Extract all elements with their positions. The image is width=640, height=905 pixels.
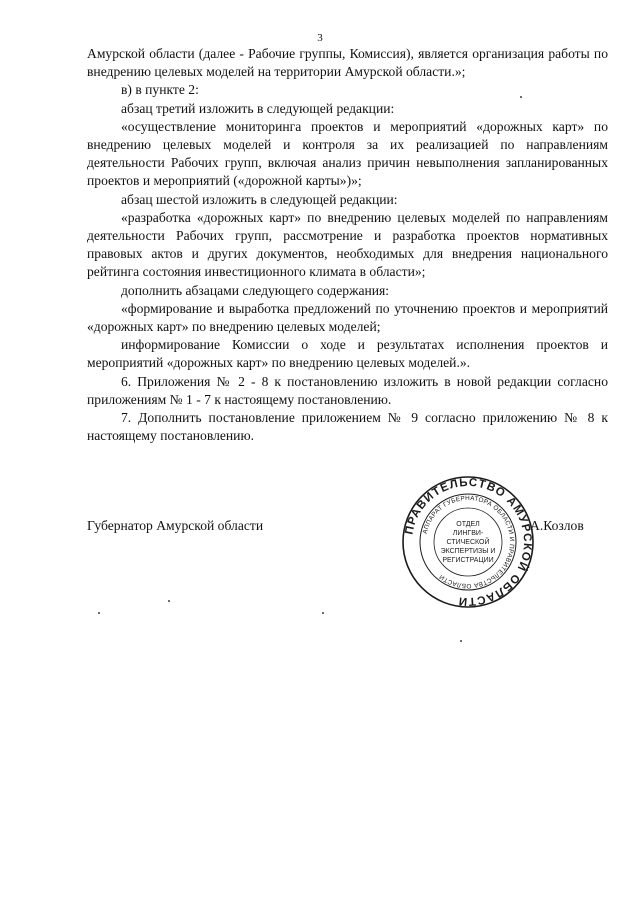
stamp-outer-text: ПРАВИТЕЛЬСТВО АМУРСКОЙ ОБЛАСТИ [403,476,534,608]
signer-title: Губернатор Амурской области [87,518,264,533]
document-body [87,45,608,445]
paragraph-continuation: Амурской области (далее - Рабочие группы, Комиссия), является организация работы по внедрению целевых моделей на территории Амурской области.»; [87,46,608,80]
stamp-seal-icon [400,474,536,610]
paragraph-abzac-sixth: абзац шестой изложить в следующей редакции: [121,191,398,207]
paragraph-item-6: 6. Приложения № 2 - 8 к постановлению изложить в новой редакции согласно приложениям № 1 - 7 к настоящему постановлению. [87,373,608,407]
paragraph-abzac-third: абзац третий изложить в следующей редакции: [121,100,395,116]
stamp-center-line-2: ЛИНГВИ- [452,530,484,537]
page-number: 3 [317,32,323,44]
stamp-inner-text: АППАРАТ ГУБЕРНАТОРА ОБЛАСТИ И ПРАВИТЕЛЬСТВА ОБЛАСТИ [421,494,516,590]
signer-name: А.Козлов [530,518,584,533]
paragraph-roadmap-development: «разработка «дорожных карт» по внедрению целевых моделей по направлениям деятельности Рабочих групп, рассмотрение и разработка проектов нормативных правовых актов и других документов, необходимых для внедрения национального рейтинга состояния инвестиционного климата в области»; [87,209,608,280]
paragraph-forming-proposals: «формирование и выработка предложений по уточнению проектов и мероприятий «дорожных карт» по внедрению целевых моделей; [87,300,608,335]
paragraph-supplement: дополнить абзацами следующего содержания: [121,282,390,298]
stamp-center-line-4: ЭКСПЕРТИЗЫ И [440,548,496,555]
stamp-center-line-5: РЕГИСТРАЦИИ [442,557,494,564]
paragraph-monitoring: «осуществление мониторинга проектов и мероприятий «дорожных карт» по внедрению целевых моделей и контроля за их реализацией по направлениям деятельности Рабочих групп, включая анализ причин невыполнения запланированных проектов и мероприятий («дорожной карты»)»; [87,118,608,189]
paragraph-subitem-v: в) в пункте 2: [121,82,199,98]
stamp-center-line-3: СТИЧЕСКОЙ [446,539,490,546]
stamp-center-line-1: ОТДЕЛ [456,521,480,528]
official-stamp [400,474,536,610]
paragraph-informing-commission: информирование Комиссии о ходе и результатах исполнения проектов и мероприятий «дорожных карт» по внедрению целевых моделей.». [87,337,608,371]
paragraph-item-7: 7. Дополнить постановление приложением № 9 согласно приложению № 8 к настоящему постановлению. [87,410,608,444]
